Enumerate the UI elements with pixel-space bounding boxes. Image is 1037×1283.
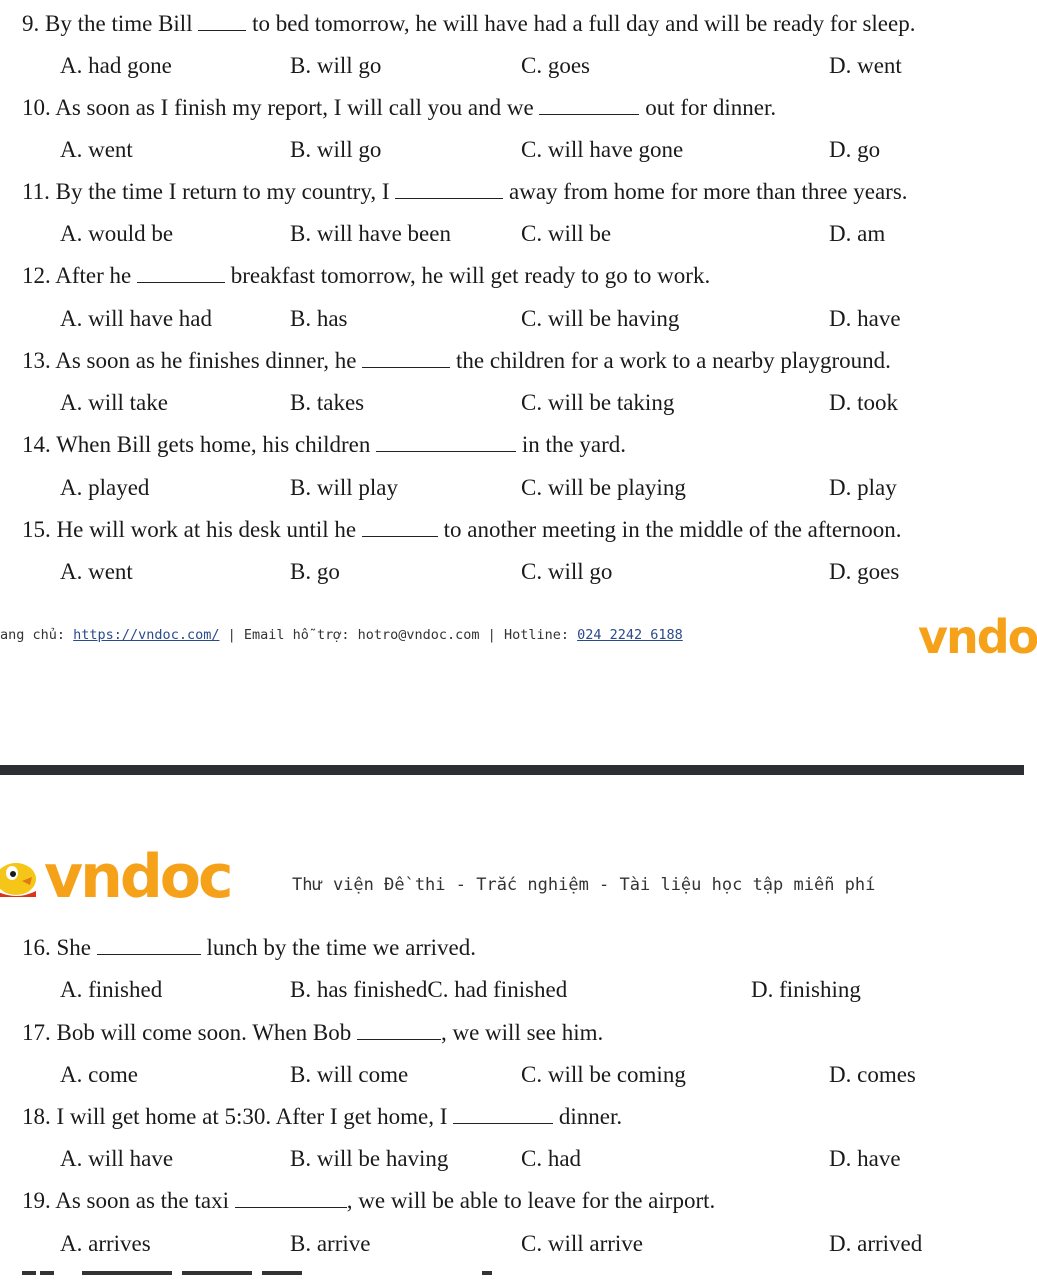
question-text: He will work at his desk until he [56, 517, 357, 542]
option-d: D. have [829, 306, 901, 331]
option-c: C. will be coming [521, 1062, 686, 1087]
question-text: to another meeting in the middle of the afternoon. [443, 517, 902, 542]
option-a: A. arrives [60, 1231, 151, 1256]
option-d: D. goes [829, 559, 900, 584]
answer-blank [376, 433, 516, 452]
option-c: C. will be taking [521, 390, 675, 415]
question-12 [22, 262, 710, 290]
question-17 [22, 1019, 603, 1047]
answer-blank [97, 936, 201, 955]
option-d: D. went [829, 53, 902, 78]
option-d: D. am [829, 221, 886, 246]
option-a: A. will have had [60, 306, 213, 331]
option-a: A. will take [60, 390, 168, 415]
answer-blank [395, 180, 503, 199]
question-19 [22, 1187, 715, 1215]
option-a: A. will have [60, 1146, 174, 1171]
option-b: B. will go [290, 137, 382, 162]
footer-label: ang chủ: [0, 627, 74, 643]
option-c: C. will be playing [521, 475, 686, 500]
answer-blank [357, 1021, 441, 1040]
option-c: C. will go [521, 559, 613, 584]
question-text: By the time Bill [45, 11, 193, 36]
option-b: B. will have been [290, 221, 451, 246]
question-text: in the yard. [521, 432, 626, 457]
question-text: the children for a work to a nearby playground. [455, 348, 891, 373]
question-text: , we will see him. [440, 1020, 604, 1045]
option-d: D. took [829, 390, 898, 415]
option-d: D. go [829, 137, 881, 162]
option-c: C. will be having [521, 306, 680, 331]
option-b: B. go [290, 559, 340, 584]
option-a: A. went [60, 559, 133, 584]
option-d: D. arrived [829, 1231, 923, 1256]
question-text: , we will be able to leave for the airport. [346, 1188, 716, 1213]
option-c: C. will have gone [521, 137, 684, 162]
question-text: Bob will come soon. When Bob [56, 1020, 352, 1045]
option-d: D. play [829, 475, 897, 500]
option-c: C. goes [521, 53, 590, 78]
question-number: 14. [22, 432, 51, 457]
question-number: 17. [22, 1020, 51, 1045]
option-d: D. have [829, 1146, 901, 1171]
question-text: to bed tomorrow, he will have had a full day and will be ready for sleep. [252, 11, 916, 36]
question-text: When Bill gets home, his children [56, 432, 371, 457]
question-text: lunch by the time we arrived. [206, 935, 477, 960]
question-text: She [56, 935, 91, 960]
question-15 [22, 516, 902, 544]
mascot-icon [0, 853, 40, 901]
question-text: I will get home at 5:30. After I get home, I [56, 1104, 448, 1129]
option-a: A. would be [60, 221, 174, 246]
question-11 [22, 178, 908, 206]
answer-blank [362, 349, 450, 368]
question-number: 15. [22, 517, 51, 542]
option-d: D. finishing [751, 977, 861, 1002]
answer-blank [235, 1189, 347, 1208]
question-text: By the time I return to my country, I [55, 179, 390, 204]
document-page-bottom [0, 775, 1024, 1280]
vndoc-logo: vndo [918, 610, 1037, 664]
option-c: C. had [521, 1146, 582, 1171]
option-b-c: B. has finishedC. had finished [290, 977, 568, 1002]
option-b: B. arrive [290, 1231, 371, 1256]
page-separator [0, 765, 1024, 775]
option-b: B. takes [290, 390, 365, 415]
question-text: dinner. [558, 1104, 623, 1129]
option-a: A. come [60, 1062, 138, 1087]
option-a: A. finished [60, 977, 163, 1002]
question-10 [22, 94, 776, 122]
question-number: 16. [22, 935, 51, 960]
question-9 [22, 10, 915, 38]
question-number: 9. [22, 11, 40, 36]
question-text: After he [55, 263, 132, 288]
clipped-next-question [22, 1271, 542, 1283]
option-b: B. will go [290, 53, 382, 78]
option-c: C. will be [521, 221, 612, 246]
question-14 [22, 431, 626, 459]
question-text: As soon as he finishes dinner, he [55, 348, 357, 373]
option-a: A. had gone [60, 53, 172, 78]
question-text: away from home for more than three years. [509, 179, 908, 204]
question-text: breakfast tomorrow, he will get ready to go to work. [230, 263, 711, 288]
answer-blank [137, 264, 225, 283]
option-d: D. comes [829, 1062, 916, 1087]
option-c: C. will arrive [521, 1231, 643, 1256]
question-text: out for dinner. [645, 95, 777, 120]
answer-blank [362, 518, 438, 537]
question-number: 19. [22, 1188, 51, 1213]
page-footer [0, 627, 683, 643]
question-18 [22, 1103, 622, 1131]
question-number: 11. [22, 179, 50, 204]
option-a: A. played [60, 475, 150, 500]
homepage-link[interactable]: https://vndoc.com/ [73, 627, 220, 643]
question-number: 13. [22, 348, 51, 373]
hotline-link[interactable]: 024 2242 6188 [577, 627, 683, 643]
header-tagline: Thư viện Đề thi - Trắc nghiệm - Tài liệu học tập miễn phí [292, 875, 876, 895]
option-b: B. has [290, 306, 348, 331]
question-text: As soon as the taxi [55, 1188, 229, 1213]
question-number: 18. [22, 1104, 51, 1129]
answer-blank [453, 1105, 553, 1124]
option-a: A. went [60, 137, 133, 162]
question-16 [22, 934, 476, 962]
question-number: 12. [22, 263, 51, 288]
option-b: B. will come [290, 1062, 409, 1087]
question-13 [22, 347, 891, 375]
option-b: B. will be having [290, 1146, 449, 1171]
answer-blank [198, 12, 246, 31]
vndoc-logo: vndoc [44, 842, 231, 912]
question-number: 10. [22, 95, 51, 120]
footer-contact: | Email hỗ trợ: hotro@vndoc.com | Hotline: [219, 627, 578, 643]
option-b: B. will play [290, 475, 398, 500]
answer-blank [539, 96, 639, 115]
question-text: As soon as I finish my report, I will call you and we [55, 95, 534, 120]
